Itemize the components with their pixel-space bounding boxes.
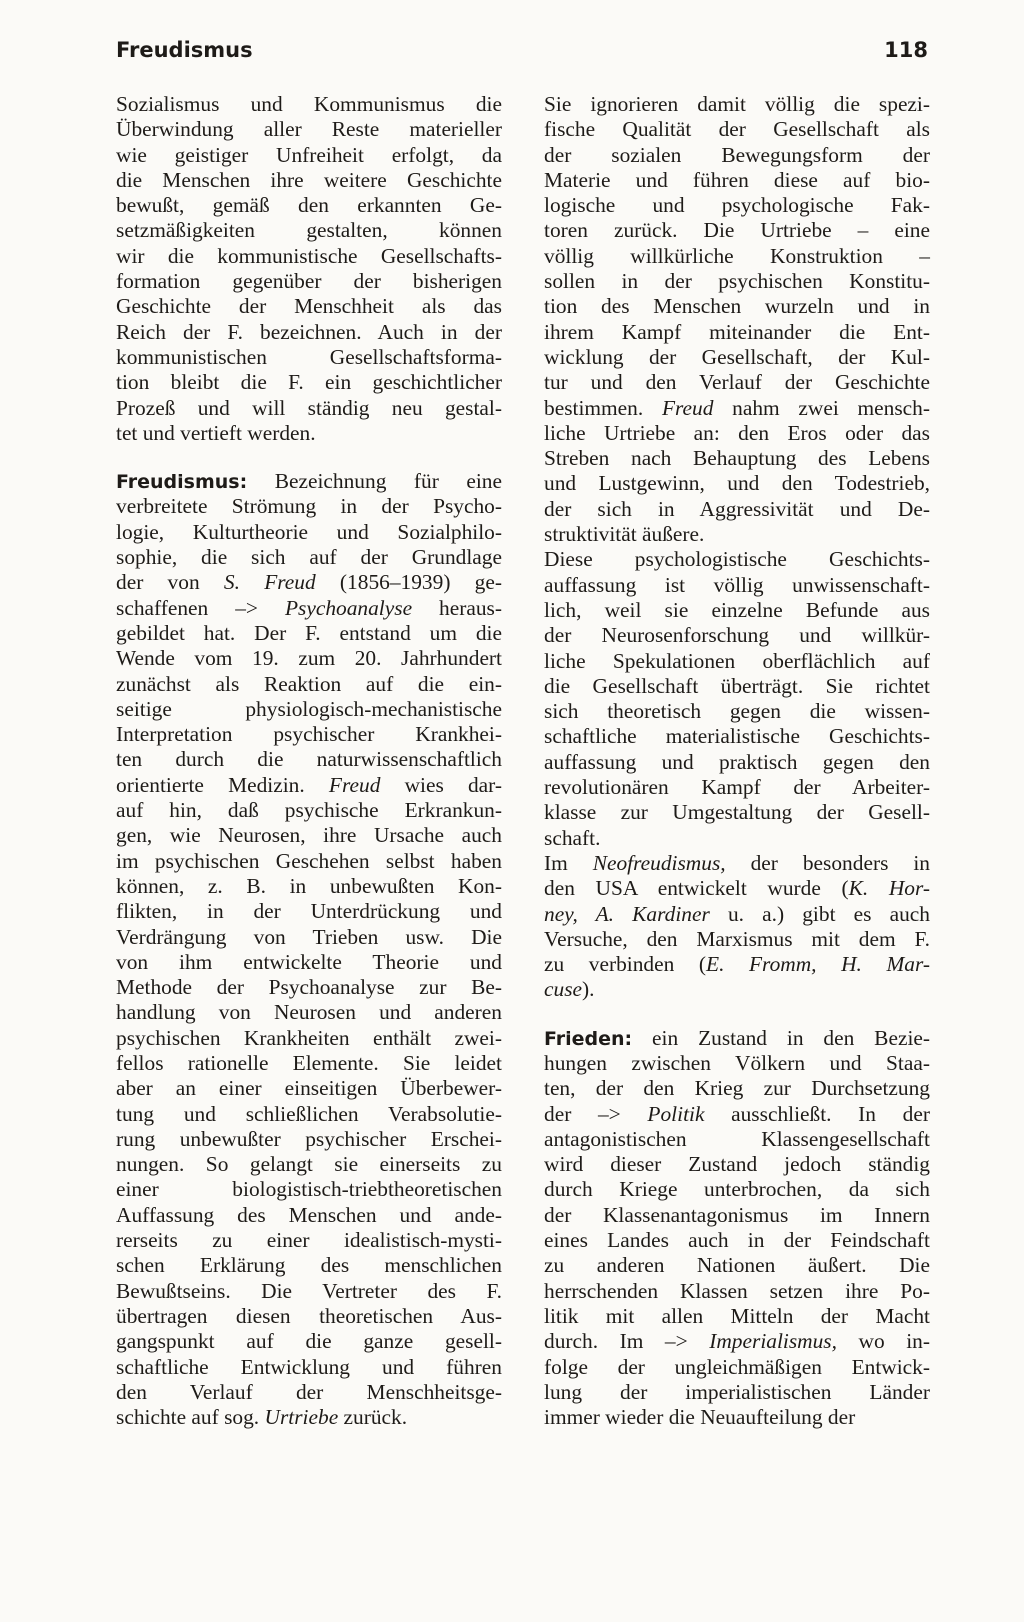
text-line: bestimmen. Freud nahm zwei mensch- [544,395,930,420]
text-line: seitige physiologisch-mechanistische [116,696,502,721]
text-line: Interpretation psychischer Krankhei- [116,722,502,747]
text-line: kommunistischen Gesellschaftsforma- [116,344,502,369]
text-line: Bewußtseins. Die Vertreter des F. [116,1278,502,1303]
text-line: schen Erklärung des menschlichen [116,1253,502,1278]
text-line: antagonistischen Klassengesellschaft [544,1126,930,1151]
text-line: Sozialismus und Kommunismus die [116,92,502,116]
text-line: Sie ignorieren damit völlig die spezi- [544,92,930,116]
text-line: einer biologistisch-triebtheoretischen [116,1177,502,1202]
text-line: Frieden: ein Zustand in den Bezie- [544,1025,930,1050]
text-line: bewußt, gemäß den erkannten Ge- [116,193,502,218]
text-line: Auffassung des Menschen und ande- [116,1202,502,1227]
text-line: flikten, in der Unterdrückung und [116,899,502,924]
text-line: auffassung ist völlig unwissenschaft- [544,572,930,597]
text-line: schaft. [544,825,601,850]
text-line: Methode der Psychoanalyse zur Be- [116,975,502,1000]
text-line: lich, weil sie einzelne Befunde aus [544,597,930,622]
text-line: Wende vom 19. zum 20. Jahrhundert [116,646,502,671]
text-line: wird dieser Zustand jedoch ständig [544,1152,930,1177]
text-line: tung und schließlichen Verabsolutie- [116,1101,502,1126]
text-line: Streben nach Behauptung des Lebens [544,446,930,471]
text-line: verbreitete Strömung in der Psycho- [116,494,502,519]
text-line: revolutionären Kampf der Arbeiter- [544,775,930,800]
text-line: von ihm entwickelte Theorie und [116,949,502,974]
text-line: herrschenden Klassen setzen ihre Po- [544,1278,930,1303]
text-line: sophie, die sich auf der Grundlage [116,545,502,570]
text-line: Überwindung aller Reste materieller [116,117,502,142]
text-line: rung unbewußter psychischer Erschei- [116,1126,502,1151]
text-line: liche Urtriebe an: den Eros oder das [544,420,930,445]
paragraph-gap [544,1003,930,1026]
right-column [544,92,930,1430]
text-line: schaftliche materialistische Geschichts- [544,724,930,749]
text-line: zu anderen Nationen äußert. Die [544,1253,930,1278]
text-line: sollen in der psychischen Konstitu- [544,269,930,294]
text-line: können, z. B. in unbewußten Kon- [116,873,502,898]
text-line: immer wieder die Neuaufteilung der [544,1405,856,1430]
paragraph-gap [116,446,502,469]
text-line: formation gegenüber der bisherigen [116,269,502,294]
text-line: Verdrängung von Trieben usw. Die [116,924,502,949]
text-line: der sich in Aggressivität und De- [544,496,930,521]
text-line: Diese psychologistische Geschichts- [544,547,930,572]
text-line: ihrem Kampf miteinander die Ent- [544,319,930,344]
text-line: auffassung und praktisch gegen den [544,749,930,774]
text-line: sich theoretisch gegen die wissen- [544,699,930,724]
text-line: der Neurosenforschung und willkür- [544,623,930,648]
text-line: aber an einer einseitigen Überbewer- [116,1076,502,1101]
text-line: fische Qualität der Gesellschaft als [544,117,930,142]
left-column [116,92,502,1430]
text-line: hungen zwischen Völkern und Staa- [544,1050,930,1075]
page-header [116,38,928,70]
text-line: tet und vertieft werden. [116,420,316,445]
text-line: zunächst als Reaktion auf die ein- [116,671,502,696]
text-line: schaftliche Entwicklung und führen [116,1354,502,1379]
running-title: Freudismus [116,38,253,62]
text-line: rerseits zu einer idealistisch-mysti- [116,1228,502,1253]
text-line: klasse zur Umgestaltung der Gesell- [544,800,930,825]
text-line: Prozeß und will ständig neu gestal- [116,395,502,420]
text-line: wicklung der Gesellschaft, der Kul- [544,344,930,369]
text-line: folge der ungleichmäßigen Entwick- [544,1354,930,1379]
text-line: schichte auf sog. Urtriebe zurück. [116,1405,408,1430]
text-line: tion des Menschen wurzeln und in [544,294,930,319]
text-line: schaffenen –> Psychoanalyse heraus- [116,595,502,620]
text-line: cuse). [544,977,595,1002]
text-line: liche Spekulationen oberflächlich auf [544,648,930,673]
text-line: struktivität äußere. [544,522,705,547]
text-line: der von S. Freud (1856–1939) ge- [116,570,502,595]
text-line: völlig willkürliche Konstruktion – [544,243,930,268]
text-line: übertragen diesen theoretischen Aus- [116,1303,502,1328]
text-line: logie, Kulturtheorie und Sozialphilo- [116,519,502,544]
text-line: litik mit allen Mitteln der Macht [544,1303,930,1328]
page-number: 118 [884,38,928,62]
text-line: tur und den Verlauf der Geschichte [544,370,930,395]
text-line: Freudismus: Bezeichnung für eine [116,469,502,494]
text-line: der sozialen Bewegungsform der [544,142,930,167]
text-line: handlung von Neurosen und anderen [116,1000,502,1025]
text-line: durch Kriege unterbrochen, da sich [544,1177,930,1202]
text-line: eines Landes auch in der Feindschaft [544,1228,930,1253]
text-line: der Klassenantagonismus im Innern [544,1202,930,1227]
text-line: wie geistiger Unfreiheit erfolgt, da [116,142,502,167]
text-line: den Verlauf der Menschheitsge- [116,1379,502,1404]
text-line: gen, wie Neurosen, ihre Ursache auch [116,823,502,848]
text-line: toren zurück. Die Urtriebe – eine [544,218,930,243]
text-line: Versuche, den Marxismus mit dem F. [544,926,930,951]
text-line: fellos rationelle Elemente. Sie leidet [116,1050,502,1075]
text-line: orientierte Medizin. Freud wies dar- [116,772,502,797]
text-line: gangspunkt auf die ganze gesell- [116,1329,502,1354]
text-line: den USA entwickelt wurde (K. Hor- [544,876,930,901]
text-line: ten, der den Krieg zur Durchsetzung [544,1076,930,1101]
text-line: die Menschen ihre weitere Geschichte [116,167,502,192]
text-line: Materie und führen diese auf bio- [544,167,930,192]
text-line: der –> Politik ausschließt. In der [544,1101,930,1126]
text-line: nungen. So gelangt sie einerseits zu [116,1152,502,1177]
text-line: durch. Im –> Imperialismus, wo in- [544,1329,930,1354]
text-line: Geschichte der Menschheit als das [116,294,502,319]
text-line: lung der imperialistischen Länder [544,1379,930,1404]
text-line: Im Neofreudismus, der besonders in [544,850,930,875]
text-line: zu verbinden (E. Fromm, H. Mar- [544,952,930,977]
text-line: Reich der F. bezeichnen. Auch in der [116,319,502,344]
text-line: wir die kommunistische Gesellschafts- [116,243,502,268]
text-line: psychischen Krankheiten enthält zwei- [116,1025,502,1050]
text-line: die Gesellschaft überträgt. Sie richtet [544,673,930,698]
text-line: logische und psychologische Fak- [544,193,930,218]
text-line: ney, A. Kardiner u. a.) gibt es auch [544,901,930,926]
text-line: im psychischen Geschehen selbst haben [116,848,502,873]
text-line: setzmäßigkeiten gestalten, können [116,218,502,243]
text-line: tion bleibt die F. ein geschichtlicher [116,370,502,395]
text-line: ten durch die naturwissenschaftlich [116,747,502,772]
text-line: auf hin, daß psychische Erkrankun- [116,798,502,823]
text-line: und Lustgewinn, und den Todestrieb, [544,471,930,496]
text-line: gebildet hat. Der F. entstand um die [116,620,502,645]
